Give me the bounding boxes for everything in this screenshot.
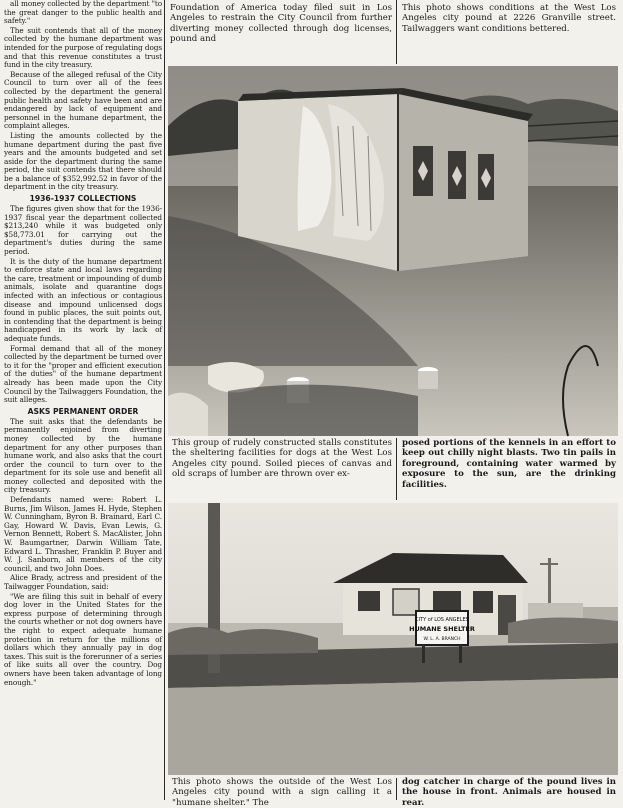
article-paragraph: The suit asks that the defendants be permanently enjoined from diverting money collected by the humane department for any other purposes than humane work, and also asks that the court order the council to turn over to the department for its sole use and benefit all money collected and deposited with the city treasury. (4, 416, 162, 495)
sign-line-1: CITY of LOS ANGELES (415, 617, 469, 623)
sign-line-3: W. L. A. BRANCH (423, 637, 461, 642)
kennel-caption-left: This group of rudely constructed stalls constitutes the sheltering facilities for dogs at the West Los Angeles city pound. Soiled pieces of canvas and old scraps of lumber are thrown over ex- (172, 438, 392, 480)
article-paragraph: The suit contends that all of the money collected by the humane department was intended for the purpose of regulating dogs and that this revenue constitutes a trust fund in the city treasury. (4, 25, 162, 70)
sign-line-2: HUMANE SHELTER (409, 625, 475, 633)
kennel-caption-right: posed portions of the kennels in an effort to keep out chilly night blasts. Two tin pails in foreground, containing water warmed by exposure to the sun, are the drinking facilities. (402, 438, 616, 490)
column-rule (396, 778, 397, 800)
column-rule (396, 0, 397, 64)
section-heading-order: ASKS PERMANENT ORDER (27, 406, 139, 416)
article-paragraph: all money collected by the department "to the great danger to the public health and safety." (4, 0, 162, 26)
exterior-caption-right: dog catcher in charge of the pound lives in the house in front. Animals are housed in rear. (402, 777, 616, 808)
left-article-column (4, 0, 162, 800)
column-rule (164, 0, 165, 800)
kennel-photo (168, 66, 618, 436)
article-paragraph: "We are filing this suit in behalf of every dog lover in the United States for the express purpose of determining through the courts whether or not dog owners have the right to expect adequate humane protection in return for the millions of dollars which they annually pay in dog taxes. This suit is the forerunner of a series of like suits all over the country. Dog owners have been taken advantage of long enough." (4, 591, 162, 687)
article-paragraph: Defendants named were: Robert L. Burns, Jim Wilson, James H. Hyde, Stephen W. Cunningham, Byron B. Brainard, Earl C. Gay, Howard W. Davis, Evan Lewis, G. Vernon Bennett, Robert S. MacAlister, John W. Baumgartner, Darwin William Tate, Edward L. Thrasher, Franklin P. Buyer and W. J. Sanborn, all members of the city council, and two John Does. (4, 495, 162, 573)
section-heading-collections: 1936-1937 COLLECTIONS (29, 194, 137, 204)
article-paragraph: Formal demand that all of the money collected by the department be turned over to it for the "proper and efficient execution of the duties" of the humane department already has been made upon the City Council by the Tailwaggers Foundation, the suit alleges. (4, 343, 162, 405)
article-paragraph: Alice Brady, actress and president of the Tailwagger Foundation, said: (4, 573, 162, 591)
article-paragraph: It is the duty of the humane department to enforce state and local laws regarding the care, treatment or impounding of dumb animals, isolate and quarantine dogs infected with an infectious or contagious disease and impound unlicensed dogs found in public places, the suit points out, in contending that the department is being handicapped in its work by lack of adequate funds. (4, 256, 162, 343)
article-paragraph: Because of the alleged refusal of the City Council to turn over all of the fees collected by the department the general public health and safety have been and are endangered by lack of equipment and personnel in the humane department, the complaint alleges. (4, 69, 162, 131)
exterior-caption-left: This photo shows the outside of the West Los Angeles city pound with a sign calling it a "humane shelter." The (172, 777, 392, 808)
article-paragraph: Listing the amounts collected by the humane department during the past five years and the amounts budgeted and set aside for the department during the same period, the suit contends that there should be a balance of $352,992.52 in favor of the department in the city treasury. (4, 130, 162, 192)
top-middle-text: Foundation of America today filed suit in Los Angeles to restrain the City Council from further diverting money collected through dog licenses, pound and (170, 3, 392, 45)
article-paragraph: The figures given show that for the 1936-1937 fiscal year the department collected $213,240 while it was budgeted only $58,773.01 for carrying out the department's duties during the same period. (4, 204, 162, 257)
column-rule (396, 438, 397, 500)
top-right-caption: This photo shows conditions at the West Los Angeles city pound at 2226 Granville street. Tailwaggers want conditions bettered. (402, 3, 616, 34)
pound-exterior-photo (168, 503, 618, 775)
